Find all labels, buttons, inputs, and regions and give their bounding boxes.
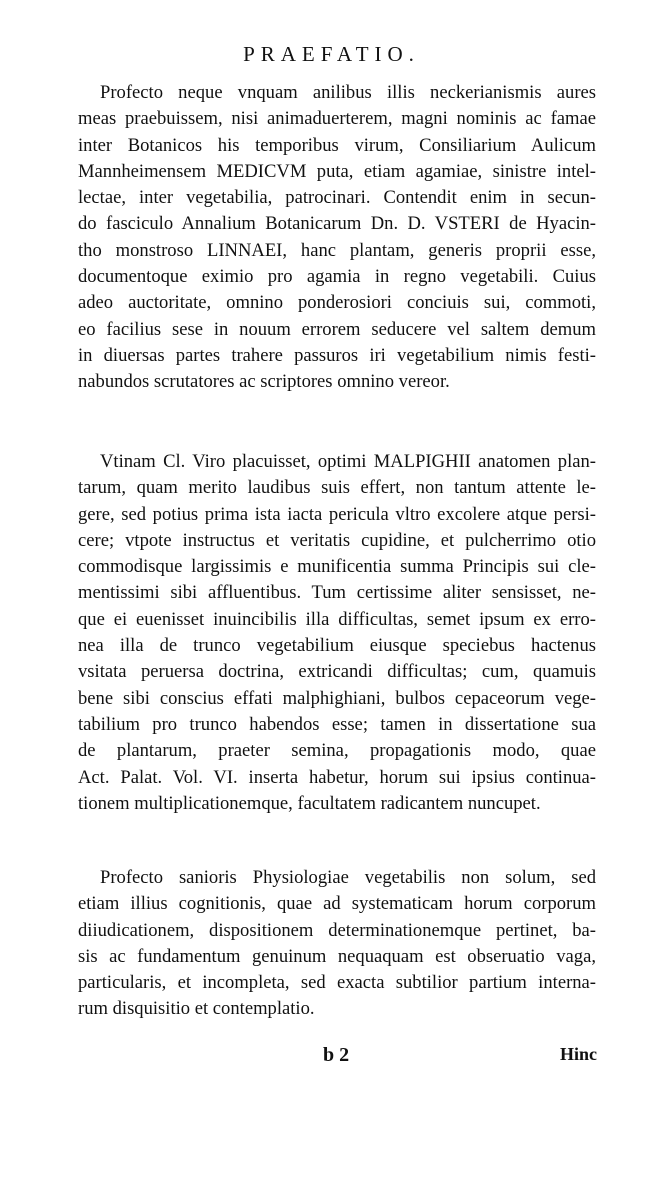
text-line: meas praebuissem, nisi animaduerterem, magni nominis ac famae bbox=[78, 108, 596, 130]
text-line: eo facilius sese in nouum errorem seducere vel saltem demum bbox=[78, 318, 596, 340]
paragraph-3 bbox=[78, 865, 596, 1023]
text-line: commodisque largissimis e munificentia summa Principis sui cle- bbox=[78, 556, 596, 578]
text-line: do fasciculo Annalium Botanicarum Dn. D. VSTERI de Hyacin- bbox=[78, 213, 596, 235]
text-line: Act. Palat. Vol. VI. inserta habetur, horum sui ipsius continua- bbox=[78, 766, 596, 788]
text-line: tionem multiplicationemque, facultatem radicantem nuncupet. bbox=[78, 792, 541, 814]
text-line: rum disquisitio et contemplatio. bbox=[78, 998, 315, 1020]
text-line: que ei euenisset inuincibilis illa difficultas, semet ipsum ex erro- bbox=[78, 608, 596, 630]
paragraph-2 bbox=[78, 449, 596, 817]
text-line: nea illa de trunco vegetabilium eiusque speciebus hactenus bbox=[78, 635, 596, 657]
page-header: PRAEFATIO. bbox=[243, 42, 420, 66]
catchword: Hinc bbox=[559, 1044, 597, 1064]
text-line: Mannheimensem MEDICVM puta, etiam agamiae, sinistre intel- bbox=[78, 160, 596, 182]
text-line: documentoque eximio pro agamia in regno vegetabili. Cuius bbox=[78, 266, 596, 288]
paragraph-1 bbox=[78, 80, 596, 396]
text-line: etiam illius cognitionis, quae ad systematicam horum corporum bbox=[78, 893, 596, 915]
text-line: inter Botanicos his temporibus virum, Consiliarium Aulicum bbox=[78, 134, 596, 156]
text-line: Profecto sanioris Physiologiae vegetabilis non solum, sed bbox=[100, 867, 596, 888]
text-line: bene sibi conscius effati malphighiani, bulbos cepaceorum vege- bbox=[78, 687, 596, 709]
text-line: in diuersas partes trahere passuros iri vegetabilium nimis festi- bbox=[78, 344, 596, 366]
text-line: adeo auctoritate, omnino ponderosiori conciuis sui, commoti, bbox=[78, 292, 596, 314]
text-line: vsitata peruersa doctrina, extricandi difficultas; cum, quamuis bbox=[78, 661, 596, 683]
text-line: tabilium pro trunco habendos esse; tamen in dissertatione sua bbox=[78, 713, 596, 735]
text-line: gere, sed potius prima ista iacta pericula vltro excolere atque persi- bbox=[78, 503, 596, 525]
text-line: nabundos scrutatores ac scriptores omnino vereor. bbox=[78, 371, 450, 393]
text-line: mentissimi sibi affluentibus. Tum certissime aliter sensisset, ne- bbox=[78, 582, 596, 604]
text-line: cere; vtpote instructus et veritatis cupidine, et pulcherrimo otio bbox=[78, 529, 596, 551]
text-line: diiudicationem, dispositionem determinationemque pertinet, ba- bbox=[78, 919, 596, 941]
text-line: Profecto neque vnquam anilibus illis neckerianismis aures bbox=[100, 82, 596, 103]
text-line: Vtinam Cl. Viro placuisset, optimi MALPIGHII anatomen plan- bbox=[100, 451, 596, 472]
text-line: particularis, et incompleta, sed exacta subtilior partium interna- bbox=[78, 972, 596, 994]
text-line: tho monstroso LINNAEI, hanc plantam, generis proprii esse, bbox=[78, 239, 596, 261]
text-line: de plantarum, praeter semina, propagationis modo, quae bbox=[78, 740, 596, 762]
signature-mark: b 2 bbox=[323, 1044, 350, 1066]
text-line: sis ac fundamentum genuinum nequaquam est obseruatio vaga, bbox=[78, 945, 596, 967]
text-line: tarum, quam merito laudibus suis effert, non tantum attente le- bbox=[78, 477, 596, 499]
text-line: lectae, inter vegetabilia, patrocinari. Contendit enim in secun- bbox=[78, 187, 596, 209]
